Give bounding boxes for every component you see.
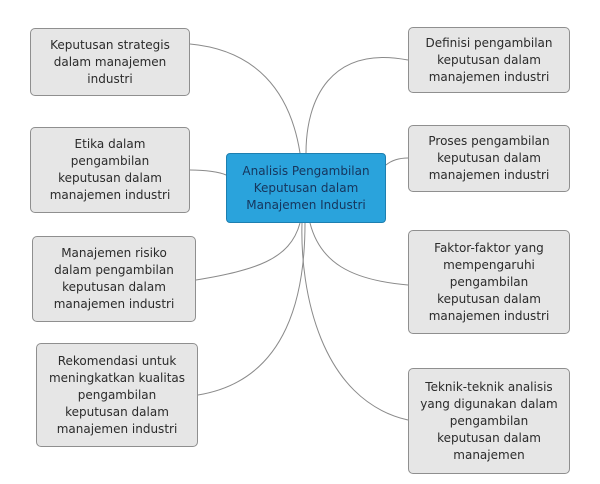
connector-right-1 bbox=[306, 57, 408, 153]
topic-manajemen-risiko[interactable]: Manajemen risiko dalam pengambilan keputusan dalam manajemen industri bbox=[32, 236, 196, 322]
topic-teknik-analisis[interactable]: Teknik-teknik analisis yang digunakan dalam pengambilan keputusan dalam manajemen bbox=[408, 368, 570, 474]
connector-right-4 bbox=[302, 223, 408, 420]
connector-left-3 bbox=[196, 223, 300, 280]
topic-proses[interactable]: Proses pengambilan keputusan dalam manajemen industri bbox=[408, 125, 570, 192]
topic-rekomendasi[interactable]: Rekomendasi untuk meningkatkan kualitas pengambilan keputusan dalam manajemen industri bbox=[36, 343, 198, 447]
connector-right-3 bbox=[310, 223, 408, 285]
topic-etika[interactable]: Etika dalam pengambilan keputusan dalam manajemen industri bbox=[30, 127, 190, 213]
topic-faktor-faktor[interactable]: Faktor-faktor yang mempengaruhi pengambilan keputusan dalam manajemen industri bbox=[408, 230, 570, 334]
connector-left-1 bbox=[190, 44, 300, 153]
connector-left-2 bbox=[190, 170, 226, 175]
topic-definisi[interactable]: Definisi pengambilan keputusan dalam manajemen industri bbox=[408, 27, 570, 93]
topic-keputusan-strategis[interactable]: Keputusan strategis dalam manajemen industri bbox=[30, 28, 190, 96]
central-topic[interactable]: Analisis Pengambilan Keputusan dalam Manajemen Industri bbox=[226, 153, 386, 223]
connector-left-4 bbox=[198, 223, 305, 395]
connector-right-2 bbox=[386, 158, 408, 165]
